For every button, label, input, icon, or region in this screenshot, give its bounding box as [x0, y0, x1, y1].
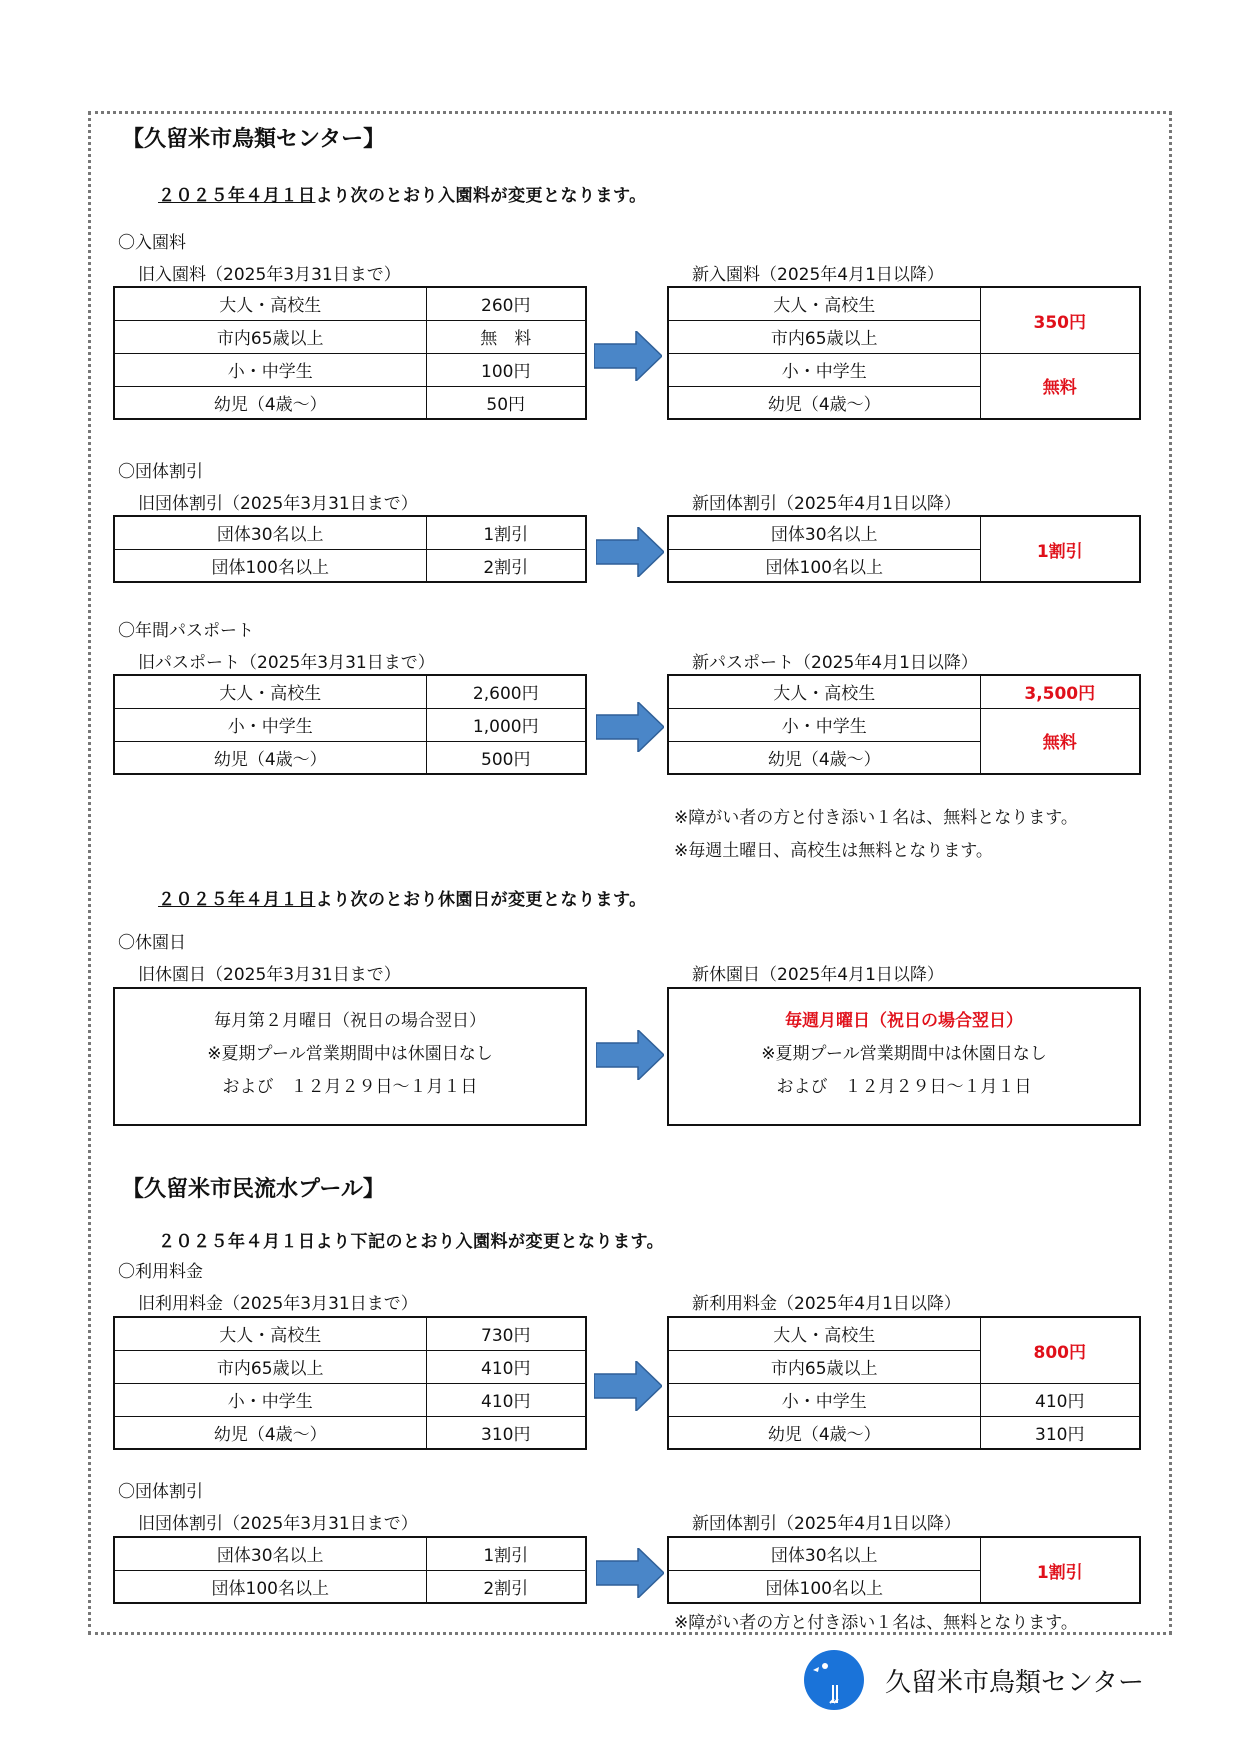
category-cell: 小・中学生 — [668, 1383, 980, 1416]
new-passport-caption: 新パスポート（2025年4月1日以降） — [692, 653, 978, 673]
table-row — [668, 287, 1140, 320]
category-cell: 大人・高校生 — [668, 287, 980, 320]
new-group-caption: 新団体割引（2025年4月1日以降） — [692, 494, 961, 514]
passport-heading: 〇年間パスポート — [118, 621, 254, 641]
new-group-discount: 1割引 — [980, 516, 1140, 582]
category-cell: 幼児（4歳～） — [668, 386, 980, 419]
table-row — [114, 1416, 586, 1449]
price-cell: 2,600円 — [426, 675, 586, 708]
passport-note-2: ※毎週土曜日、高校生は無料となります。 — [674, 841, 993, 861]
table-row — [114, 1570, 586, 1603]
admission-heading: 〇入園料 — [118, 233, 186, 253]
passport-note-1: ※障がい者の方と付き添い１名は、無料となります。 — [674, 808, 1078, 828]
price-cell: 410円 — [426, 1383, 586, 1416]
right-arrow-icon — [596, 1548, 664, 1598]
table-row — [114, 1383, 586, 1416]
pool-group-note: ※障がい者の方と付き添い１名は、無料となります。 — [674, 1613, 1078, 1633]
new-price-adult: 350円 — [980, 287, 1140, 353]
old-admission-caption: 旧入園料（2025年3月31日まで） — [138, 265, 401, 285]
category-cell: 小・中学生 — [114, 1383, 426, 1416]
old-admission-table — [113, 286, 587, 420]
new-closed-caption: 新休園日（2025年4月1日以降） — [692, 965, 944, 985]
category-cell: 幼児（4歳～） — [114, 1416, 426, 1449]
right-arrow-icon — [594, 1361, 662, 1411]
pool-title: 【久留米市民流水プール】 — [122, 1177, 385, 1202]
table-row — [668, 708, 1140, 741]
table-row — [114, 386, 586, 419]
old-passport-table — [113, 674, 587, 775]
table-row — [114, 1350, 586, 1383]
old-pool-group-table — [113, 1536, 587, 1604]
new-closed-line-highlight: 毎週月曜日（祝日の場合翌日） — [785, 1011, 1023, 1031]
table-row — [114, 353, 586, 386]
new-group-table — [667, 515, 1141, 583]
category-cell: 幼児（4歳～） — [668, 741, 980, 774]
new-pool-group-caption: 新団体割引（2025年4月1日以降） — [692, 1514, 961, 1534]
closed-change-notice — [158, 885, 647, 910]
category-cell: 大人・高校生 — [668, 675, 980, 708]
new-usage-caption: 新利用料金（2025年4月1日以降） — [692, 1294, 961, 1314]
old-closed-line: および １２月２９日～１月１日 — [222, 1077, 478, 1097]
table-row — [114, 287, 586, 320]
price-cell: 2割引 — [426, 1570, 586, 1603]
table-row — [668, 1383, 1140, 1416]
new-passport-table — [667, 674, 1141, 775]
category-cell: 団体100名以上 — [114, 549, 426, 582]
category-cell: 小・中学生 — [114, 353, 426, 386]
new-pool-group-table — [667, 1536, 1141, 1604]
right-arrow-icon — [596, 1030, 664, 1080]
table-row — [668, 1317, 1140, 1350]
usage-heading: 〇利用料金 — [118, 1262, 203, 1282]
table-row — [114, 708, 586, 741]
price-cell: 410円 — [426, 1350, 586, 1383]
category-cell: 市内65歳以上 — [114, 1350, 426, 1383]
category-cell: 大人・高校生 — [114, 1317, 426, 1350]
fee-change-date: ２０２５年４月１日 — [158, 186, 316, 206]
category-cell: 団体100名以上 — [114, 1570, 426, 1603]
right-arrow-icon — [596, 702, 664, 752]
closed-change-date: ２０２５年４月１日 — [158, 890, 316, 910]
old-closed-box — [113, 987, 587, 1126]
table-row — [114, 1317, 586, 1350]
table-row — [114, 1537, 586, 1570]
new-price-child: 無料 — [980, 353, 1140, 419]
new-passport-adult-price: 3,500円 — [980, 675, 1140, 708]
price-cell: 100円 — [426, 353, 586, 386]
pool-group-heading: 〇団体割引 — [118, 1482, 203, 1502]
category-cell: 団体30名以上 — [668, 516, 980, 549]
new-closed-line: および １２月２９日～１月１日 — [776, 1077, 1032, 1097]
price-cell: 50円 — [426, 386, 586, 419]
category-cell: 小・中学生 — [668, 353, 980, 386]
old-group-caption: 旧団体割引（2025年3月31日まで） — [138, 494, 418, 514]
category-cell: 小・中学生 — [114, 708, 426, 741]
new-pool-group-discount: 1割引 — [980, 1537, 1140, 1603]
closed-heading: 〇休園日 — [118, 933, 186, 953]
fee-change-notice — [158, 181, 647, 206]
table-row — [114, 320, 586, 353]
old-group-table — [113, 515, 587, 583]
group-heading: 〇団体割引 — [118, 462, 203, 482]
category-cell: 団体30名以上 — [114, 1537, 426, 1570]
category-cell: 大人・高校生 — [114, 675, 426, 708]
old-closed-line: 毎月第２月曜日（祝日の場合翌日） — [214, 1011, 486, 1031]
table-row — [114, 741, 586, 774]
category-cell: 市内65歳以上 — [114, 320, 426, 353]
price-cell: 500円 — [426, 741, 586, 774]
price-cell: 2割引 — [426, 549, 586, 582]
table-row — [668, 353, 1140, 386]
price-cell: 無 料 — [426, 320, 586, 353]
old-closed-line: ※夏期プール営業期間中は休園日なし — [207, 1044, 493, 1064]
fee-change-text: より次のとおり入園料が変更となります。 — [315, 186, 647, 206]
old-usage-table — [113, 1316, 587, 1450]
right-arrow-icon — [596, 527, 664, 577]
price-cell: 730円 — [426, 1317, 586, 1350]
closed-change-text: より次のとおり休園日が変更となります。 — [315, 890, 647, 910]
price-cell: 1割引 — [426, 516, 586, 549]
new-closed-box — [667, 987, 1141, 1126]
price-cell: 1割引 — [426, 1537, 586, 1570]
bird-center-title: 【久留米市鳥類センター】 — [122, 127, 386, 152]
table-row — [668, 1416, 1140, 1449]
new-usage-table — [667, 1316, 1141, 1450]
category-cell: 大人・高校生 — [114, 287, 426, 320]
old-usage-caption: 旧利用料金（2025年3月31日まで） — [138, 1294, 418, 1314]
old-pool-group-caption: 旧団体割引（2025年3月31日まで） — [138, 1514, 418, 1534]
new-admission-table — [667, 286, 1141, 420]
table-row — [668, 516, 1140, 549]
category-cell: 団体30名以上 — [114, 516, 426, 549]
category-cell: 団体100名以上 — [668, 549, 980, 582]
category-cell: 団体100名以上 — [668, 1570, 980, 1603]
category-cell: 幼児（4歳～） — [668, 1416, 980, 1449]
bird-logo-icon — [803, 1649, 865, 1711]
price-cell: 1,000円 — [426, 708, 586, 741]
category-cell: 幼児（4歳～） — [114, 741, 426, 774]
pool-fee-notice: ２０２５年４月１日より下記のとおり入園料が変更となります。 — [158, 1232, 665, 1252]
table-row — [668, 675, 1140, 708]
price-cell: 310円 — [980, 1416, 1140, 1449]
category-cell: 大人・高校生 — [668, 1317, 980, 1350]
footer-organization: 久留米市鳥類センター — [885, 1668, 1144, 1698]
new-passport-child-price: 無料 — [980, 708, 1140, 774]
old-passport-caption: 旧パスポート（2025年3月31日まで） — [138, 653, 435, 673]
category-cell: 小・中学生 — [668, 708, 980, 741]
table-row — [114, 516, 586, 549]
category-cell: 市内65歳以上 — [668, 320, 980, 353]
table-row — [114, 675, 586, 708]
right-arrow-icon — [594, 331, 662, 381]
category-cell: 市内65歳以上 — [668, 1350, 980, 1383]
category-cell: 団体30名以上 — [668, 1537, 980, 1570]
price-cell: 260円 — [426, 287, 586, 320]
table-row — [668, 1537, 1140, 1570]
old-closed-caption: 旧休園日（2025年3月31日まで） — [138, 965, 401, 985]
new-admission-caption: 新入園料（2025年4月1日以降） — [692, 265, 944, 285]
category-cell: 幼児（4歳～） — [114, 386, 426, 419]
new-usage-adult-price: 800円 — [980, 1317, 1140, 1383]
price-cell: 410円 — [980, 1383, 1140, 1416]
new-closed-line: ※夏期プール営業期間中は休園日なし — [761, 1044, 1047, 1064]
table-row — [114, 549, 586, 582]
price-cell: 310円 — [426, 1416, 586, 1449]
